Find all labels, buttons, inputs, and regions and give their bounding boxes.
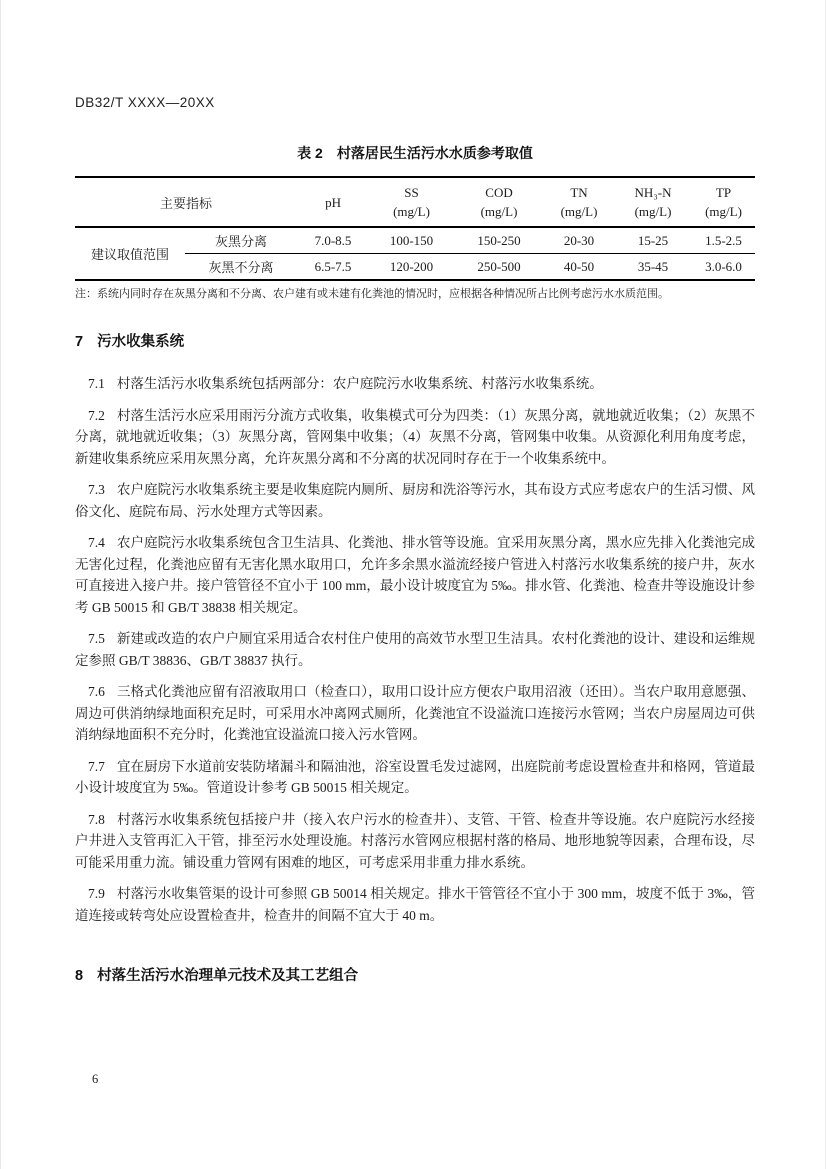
table-cell: 150-250: [454, 227, 544, 254]
clause-number: 7.7: [88, 758, 105, 774]
column-unit: (mg/L): [560, 204, 598, 219]
clause-number: 7.4: [88, 535, 105, 550]
clause-text: 村落污水收集管渠的设计可参照 GB 50014 相关规定。排水干管管径不宜小于 300 mm，坡度不低于 3‰，管道连接或转弯处应设置检查井，检查井的间隔不宜大于 40 m。: [75, 886, 755, 923]
clause-7-1: [75, 373, 755, 395]
clause-text: 村落生活污水收集系统包括两部分：农户庭院污水收集系统、村落污水收集系统。: [116, 376, 603, 391]
row-label: 灰黑不分离: [208, 260, 274, 275]
table-note: 注：系统内同时存在灰黑分离和不分离、农户建有或未建有化粪池的情况时，应根据各种情况所占比例考虑污水水质范围。: [75, 288, 669, 300]
section-number: 8: [75, 968, 84, 984]
doc-code: DB32/T XXXX—20XX: [75, 95, 215, 110]
clause-text: 农户庭院污水收集系统包含卫生洁具、化粪池、排水管等设施。宜采用灰黑分离，黑水应先排入化粪池完成无害化过程，化粪池应留有无害化黑水取用口，允许多余黑水溢流经接户管进入村落污水收集系统的接户井，灰水可直接进入接户井。接户管管径不宜小于 100 mm，最小设计坡度宜为 5‰。排水管、化粪池、检查井等设施设计参考 GB 50015 和 GB/T 38838 相关规定。: [75, 535, 755, 615]
column-label: TP: [715, 185, 732, 200]
table-cell: 35-45: [637, 258, 669, 274]
row-label: 灰黑分离: [185, 227, 297, 254]
column-label: NH₃-N: [634, 185, 672, 200]
clause-number: 7.9: [88, 886, 105, 901]
clause-number: 7.8: [88, 811, 105, 827]
section-number: 7: [75, 334, 84, 350]
clause-7-9: [75, 883, 755, 926]
wastewater-quality-table: [75, 176, 755, 281]
section-title: 污水收集系统: [97, 334, 185, 350]
clause-7-5: [75, 628, 755, 671]
table-title: 表 2 村落居民生活污水水质参考取值: [297, 145, 533, 161]
table-cell: 100-150: [369, 227, 454, 254]
table-cell: 7.0-8.5: [297, 227, 369, 254]
row-group-label: 建议取值范围: [90, 247, 169, 262]
table-cell: 20-30: [544, 227, 614, 254]
column-unit: (mg/L): [480, 204, 518, 219]
table-header-row: [75, 177, 755, 227]
clause-number: 7.5: [88, 631, 105, 646]
clause-text: 三格式化粪池应留有沼液取用口（检查口），取用口设计应方便农户取用沼液（还田）。当农户取用意愿强、周边可供消纳绿地面积充足时，可采用水冲离网式厕所，化粪池宜不设溢流口连接污水管网；当农户房屋周边可供消纳绿地面积不充分时，化粪池宜设溢流口接入污水管网。: [75, 684, 755, 742]
clause-7-4: [75, 532, 755, 618]
column-label: COD: [485, 185, 513, 200]
clause-7-3: [75, 479, 755, 522]
table-row-gray-black-separated: [75, 227, 755, 254]
column-label: pH: [325, 194, 341, 210]
table-cell: 120-200: [389, 258, 434, 274]
clause-text: 新建或改造的农户户厕宜采用适合农村住户使用的高效节水型卫生洁具。农村化粪池的设计、建设和运维规定参照 GB/T 38836、GB/T 38837 执行。: [75, 631, 755, 668]
column-label: TN: [570, 185, 588, 200]
clause-text: 村落污水收集系统包括接户井（接入农户污水的检查井）、支管、干管、检查井等设施。农户庭院污水经接户井进入支管再汇入干管，排至污水处理设施。村落污水管网应根据村落的格局、地形地貌等因素，合理布设，尽可能采用重力流。铺设重力管网有困难的地区，可考虑采用非重力排水系统。: [75, 811, 755, 870]
column-header-tn: [544, 177, 614, 227]
table-cell: 250-500: [477, 258, 521, 274]
column-header-nh3n: [614, 177, 692, 227]
column-unit: (mg/L): [705, 204, 742, 219]
clause-7-2: [75, 405, 755, 470]
section-7-heading: [75, 330, 755, 351]
section-title: 村落生活污水治理单元技术及其工艺组合: [97, 968, 359, 984]
table-cell: 3.0-6.0: [705, 258, 742, 274]
column-header-ss: [369, 177, 454, 227]
clause-7-7: [75, 756, 755, 799]
clause-text: 村落生活污水应采用雨污分流方式收集，收集模式可分为四类：（1）灰黑分离，就地就近收集；（2）灰黑不分离，就地就近收集；（3）灰黑分离，管网集中收集；（4）灰黑不分离，管网集中收集。从资源化利用角度考虑，新建收集系统应采用灰黑分离，允许灰黑分离和不分离的状况同时存在于一个收集系统中。: [75, 407, 755, 466]
clause-number: 7.3: [88, 482, 105, 497]
table-cell: 1.5-2.5: [692, 227, 755, 254]
clause-text: 农户庭院污水收集系统主要是收集庭院内厕所、厨房和洗浴等污水，其布设方式应考虑农户的生活习惯、风俗文化、庭院布局、污水处理方式等因素。: [75, 482, 755, 519]
section-8-heading: [75, 964, 755, 985]
column-label: SS: [404, 185, 419, 200]
table-cell: 6.5-7.5: [314, 258, 352, 274]
column-unit: (mg/L): [634, 204, 672, 219]
clause-number: 7.1: [88, 376, 105, 391]
clause-number: 7.2: [88, 407, 105, 423]
clause-number: 7.6: [88, 684, 105, 699]
column-header-cod: [454, 177, 544, 227]
clause-7-6: [75, 681, 755, 746]
page-number: 6: [92, 1072, 99, 1086]
clause-text: 宜在厨房下水道前安装防堵漏斗和隔油池，浴室设置毛发过滤网，出庭院前考虑设置检查井和格网，管道最小设计坡度宜为 5‰。管道设计参考 GB 50015 相关规定。: [75, 758, 755, 795]
indicator-header: 主要指标: [160, 195, 213, 211]
column-unit: (mg/L): [393, 204, 430, 219]
column-header-tp: [692, 177, 755, 227]
clause-7-8: [75, 809, 755, 874]
table-cell: 15-25: [614, 227, 692, 254]
table-cell: 40-50: [563, 258, 595, 274]
column-header-ph: [297, 177, 369, 227]
